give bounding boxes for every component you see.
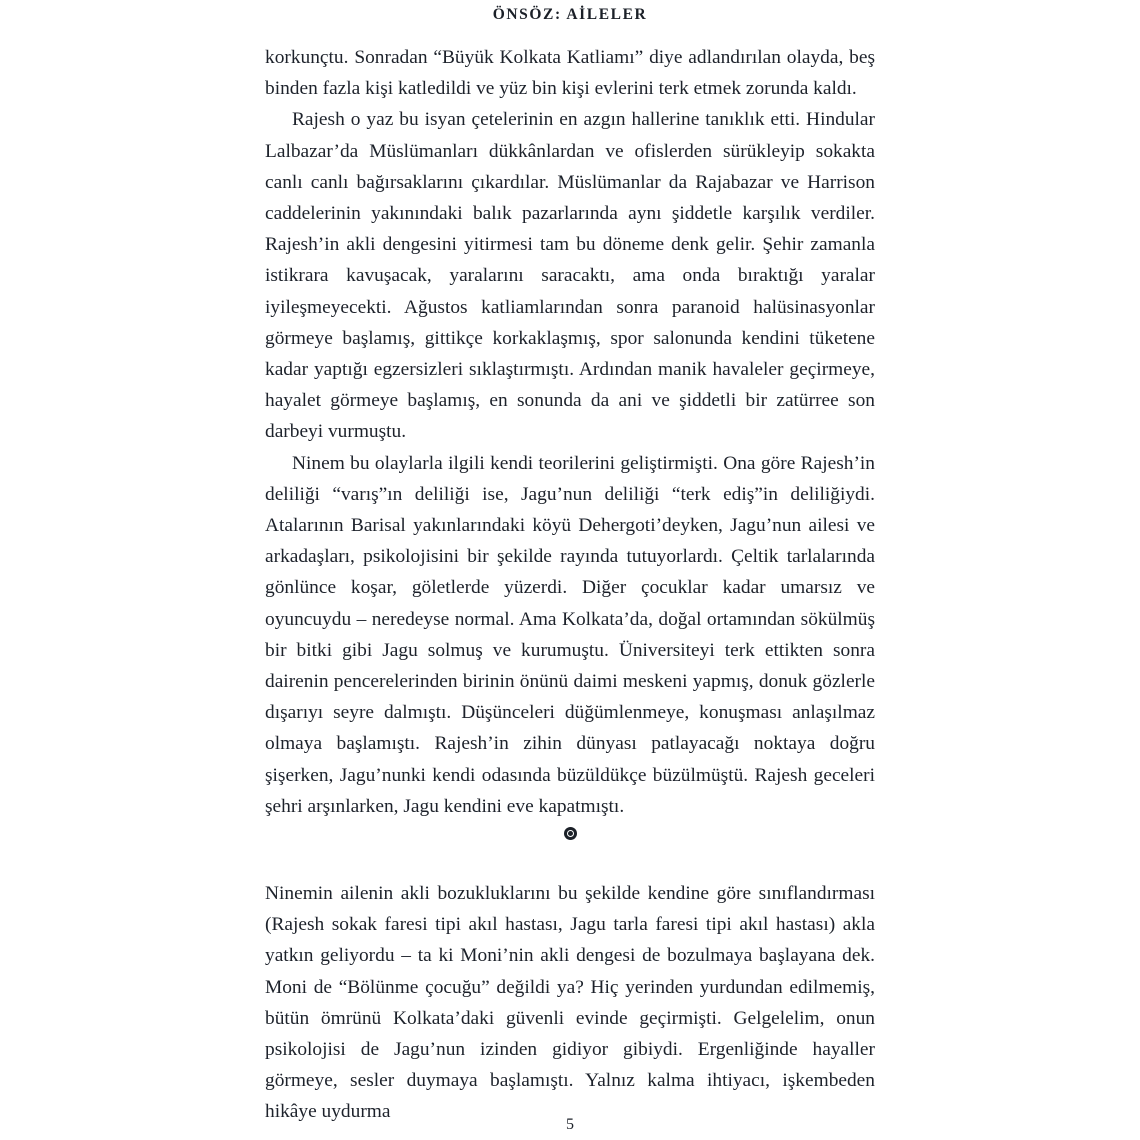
running-head: ÖNSÖZ: AİLELER <box>492 6 648 23</box>
section-break-ornament <box>265 823 875 841</box>
paragraph: korkunçtu. Sonradan “Büyük Kolkata Katliamı” diye adlandırılan olayda, beş binden fazla kişi katledildi ve yüz bin kişi evlerini terk etmek zorunda kaldı. <box>265 47 875 100</box>
circle-dot-ornament-icon <box>564 827 577 840</box>
body-text-top <box>265 42 875 822</box>
page-number: 5 <box>566 1116 574 1133</box>
paragraph: Ninem bu olaylarla ilgili kendi teorilerini geliştirmişti. Ona göre Rajesh’in deliliği “varış”ın deliliği ise, Jagu’nun deliliği “terk ediş”in deliliğiydi. Atalarının Barisal yakınlarındaki köyü Dehergoti’deyken, Jagu’nun ailesi ve arkadaşları, psikolojisini bir şekilde rayında tutuyorlardı. Çeltik tarlalarında gönlünce koşar, göletlerde yüzerdi. Diğer çocuklar kadar umarsız ve oyuncuydu – neredeyse normal. Ama Kolkata’da, doğal ortamından sökülmüş bir bitki gibi Jagu solmuş ve kurumuştu. Üniversiteyi terk ettikten sonra dairenin pencerelerinden birinin önünü daimi meskeni yapmış, donuk gözlerle dışarıyı seyre dalmıştı. Düşünceleri düğümlenmeye, konuşması anlaşılmaz olmaya başlamıştı. Rajesh’in zihin dünyası patlayacağı noktaya doğru şişerken, Jagu’nunki kendi odasında büzüldükçe büzülmüştü. Rajesh geceleri şehri arşınlarken, Jagu kendini eve kapatmıştı. <box>265 452 875 817</box>
paragraph: Rajesh o yaz bu isyan çetelerinin en azgın hallerine tanıklık etti. Hindular Lalbazar’da Müslümanları dükkânlardan ve ofislerden sürükleyip sokakta canlı canlı bağırsaklarını çıkardılar. Müslümanlar da Rajabazar ve Harrison caddelerinin yakınındaki balık pazarlarında aynı şiddetle karşılık verdiler. Rajesh’in akli dengesini yitirmesi tam bu döneme denk gelir. Şehir zamanla istikrara kavuşacak, yaralarını saracaktı, ama onda bıraktığı yaralar iyileşmeyecekti. Ağustos katliamlarından sonra paranoid halüsinasyonlar görmeye başlamış, gittikçe korkaklaşmış, spor salonunda kendini tüketene kadar yaptığı egzersizleri sıklaştırmıştı. Ardından manik havaleler geçirmeye, hayalet görmeye başlamış, en sonunda da ani ve şiddetli bir zatürree son darbeyi vurmuştu. <box>265 109 875 443</box>
paragraph: Ninemin ailenin akli bozukluklarını bu şekilde kendine göre sınıflandırması (Rajesh sokak faresi tipi akıl hastası, Jagu tarla faresi tipi akıl hastası) akla yatkın geliyordu – ta ki Moni’nin akli dengesi de bozulmaya başlayana dek. Moni de “Bölünme çocuğu” değildi ya? Hiç yerinden yurdundan edilmemiş, bütün ömrünü Kolkata’daki güvenli evinde geçirmişti. Gelgelelim, onun psikolojisi de Jagu’nun izinden gidiyor gibiydi. Ergenliğinde hayaller görmeye, sesler duymaya başlamıştı. Yalnız kalma ihtiyacı, işkembeden hikâye uydurma <box>265 883 875 1123</box>
body-text-bottom <box>265 878 875 1128</box>
